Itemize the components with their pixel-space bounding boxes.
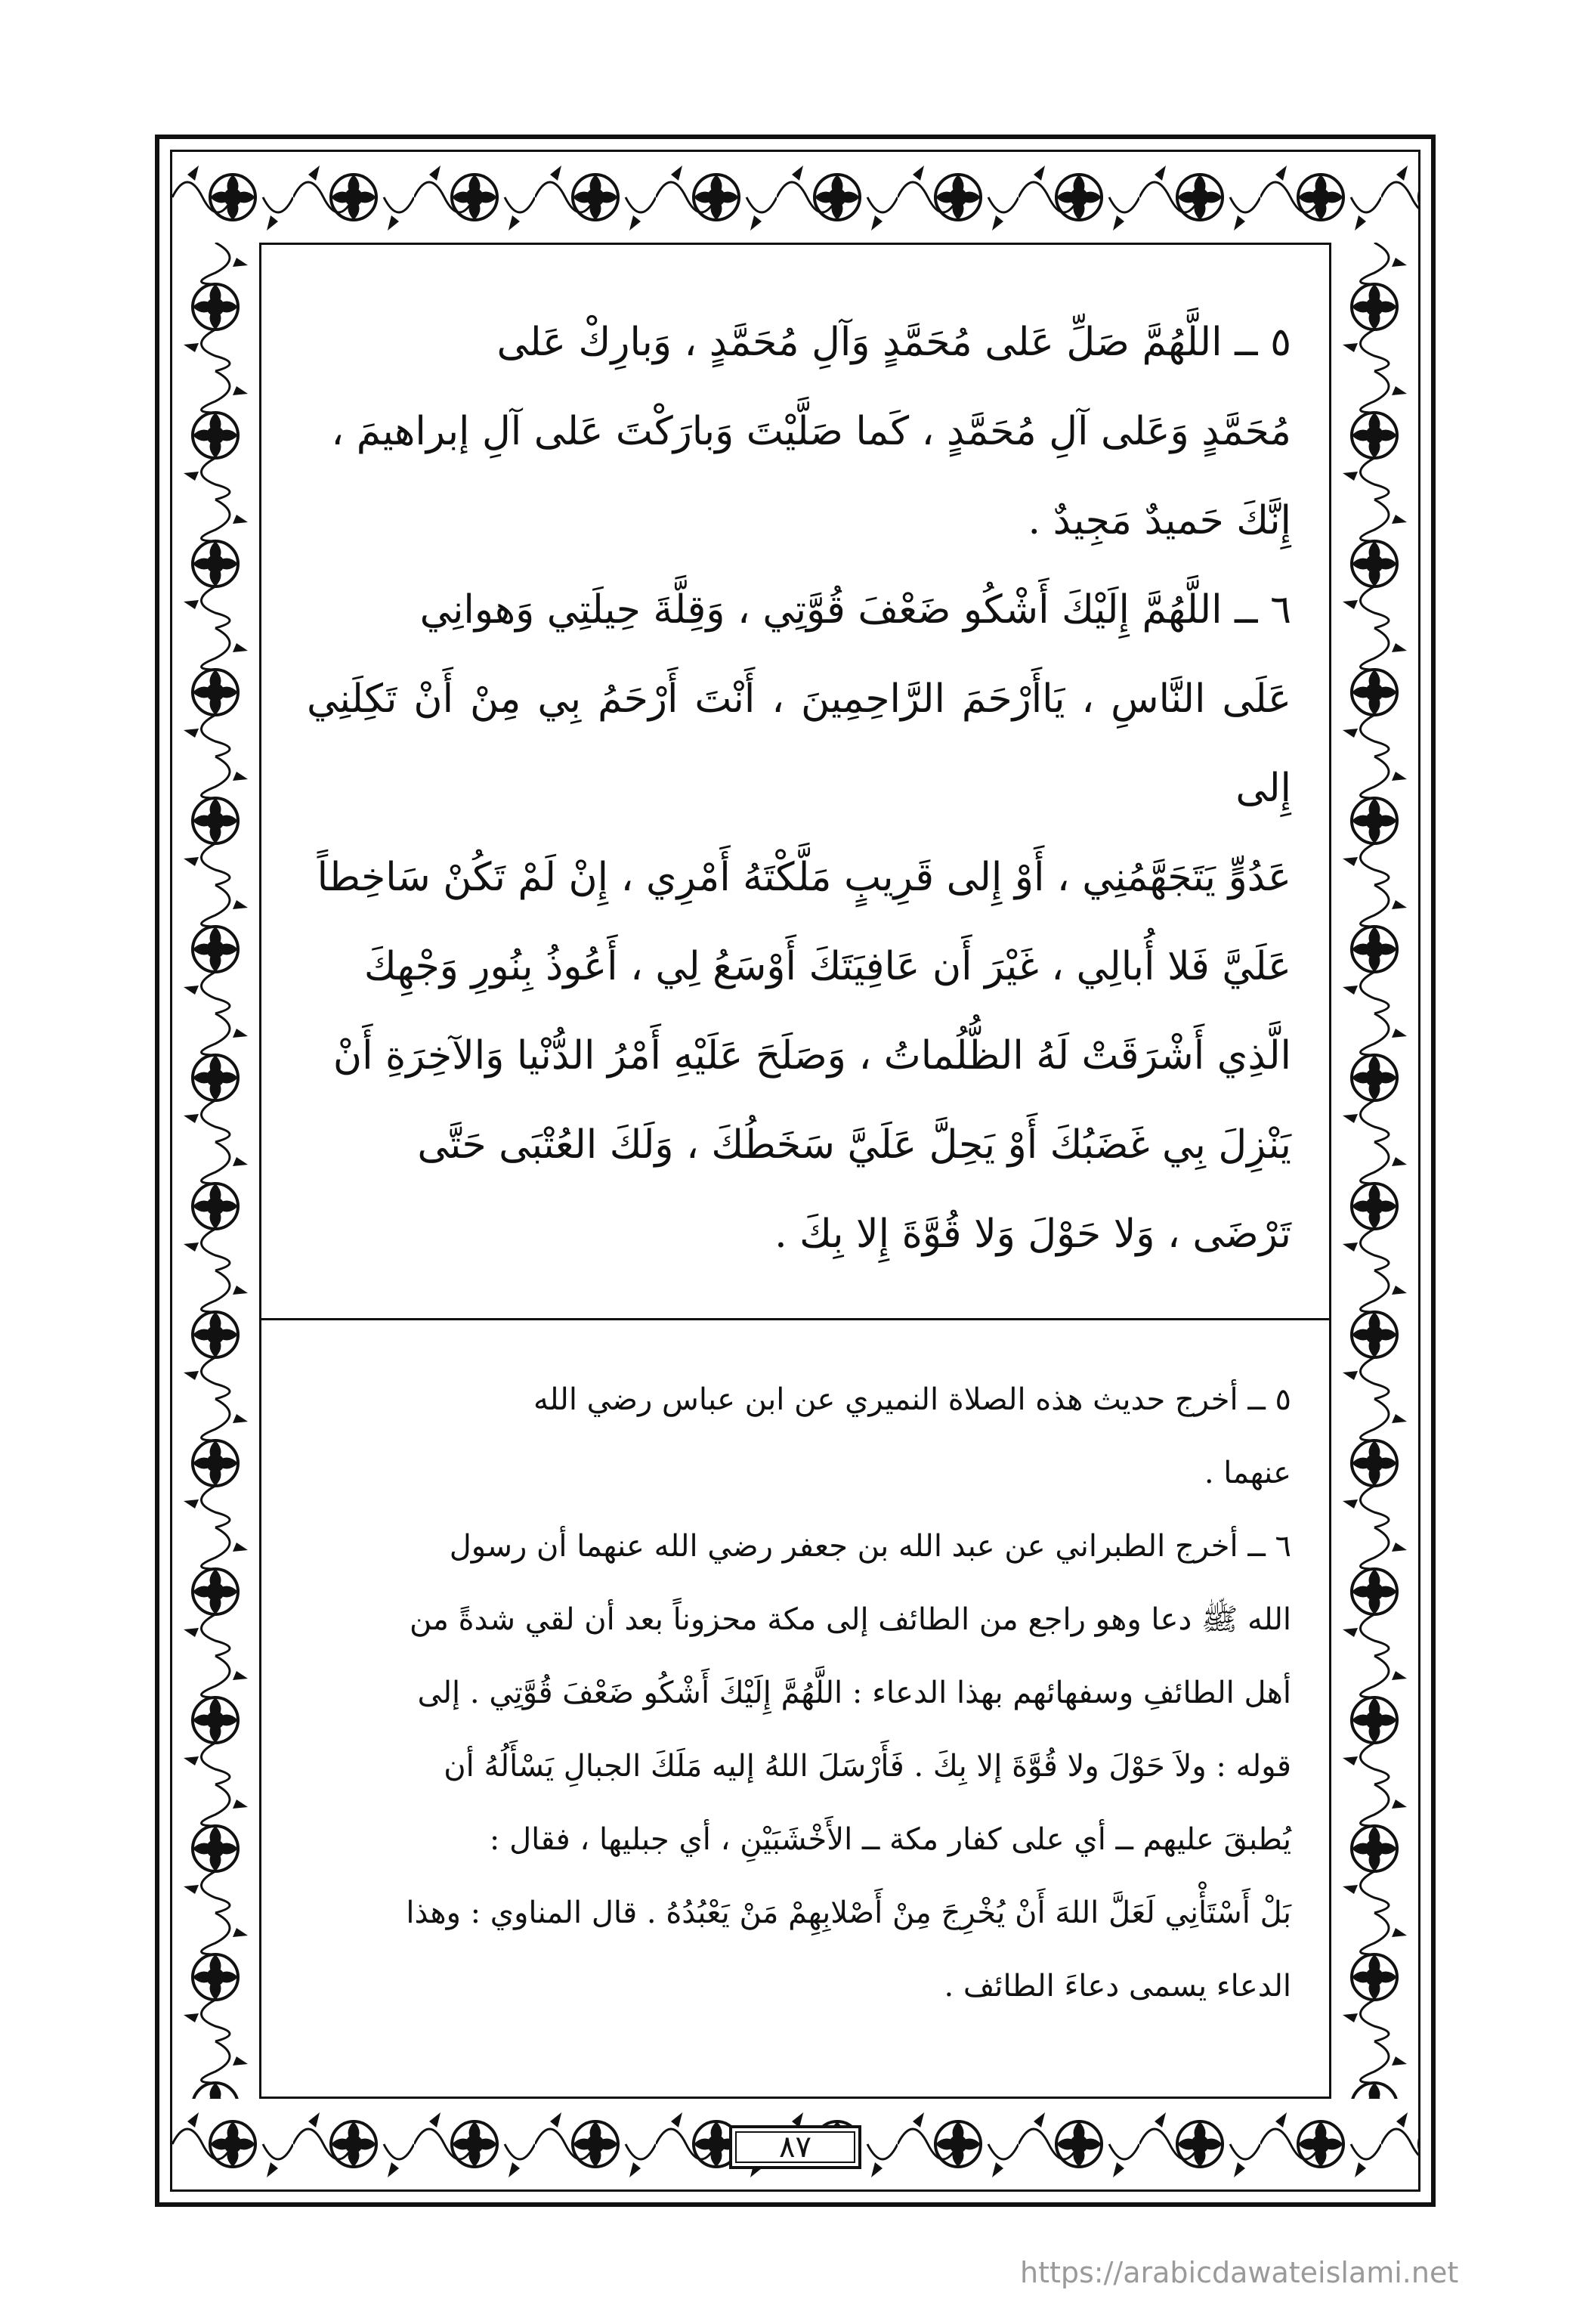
footnote-line: عنهما .: [1204, 1456, 1291, 1490]
ornament-border-right: [1331, 243, 1418, 2099]
page-number: [729, 2125, 861, 2169]
watermark-url: https://arabicdawateislami.net: [1020, 2256, 1459, 2289]
text-line: عَلَى النَّاسِ ، يَاأَرْحَمَ الرَّاحِمِينَ ، أَنْتَ أَرْحَمُ بِي مِنْ أَنْ تَكِلَنِي إِلى: [307, 676, 1291, 811]
text-line: تَرْضَى ، وَلا حَوْلَ وَلا قُوَّةَ إِلا بِكَ .: [774, 1212, 1291, 1257]
ornament-border-top: [172, 152, 1418, 243]
text-line: ٥ ــ اللَّهُمَّ صَلِّ عَلى مُحَمَّدٍ وَآلِ مُحَمَّدٍ ، وَبارِكْ عَلى: [496, 320, 1291, 365]
footnote-line: الله ﷺ دعا وهو راجع من الطائف إلى مكة محزوناً بعد أن لقي شدةً من: [410, 1602, 1291, 1637]
main-text: [307, 298, 1291, 1279]
footnote-line: أهل الطائفِ وسفهائهم بهذا الدعاء : اللَّهُمَّ إِلَيْكَ أَشْكُو ضَعْفَ قُوَّتِي . إلى: [417, 1676, 1291, 1710]
text-line: الَّذِي أَشْرَقَتْ لَهُ الظُّلُماتُ ، وَصَلَحَ عَلَيْهِ أَمْرُ الدُّنْيا وَالآخِرَةِ أَنْ: [332, 1033, 1291, 1078]
text-line: إِنَّكَ حَميدٌ مَجِيدٌ .: [1028, 498, 1291, 543]
footnote-6: [307, 1510, 1291, 2023]
footnote-line: ٥ ــ أخرج حديث هذه الصلاة النميري عن ابن عباس رضي الله: [533, 1382, 1291, 1417]
ornament-border-left: [172, 243, 259, 2099]
text-line: ٦ ــ اللَّهُمَّ إِلَيْكَ أَشْكُو ضَعْفَ قُوَّتِي ، وَقِلَّةَ حِيلَتِي وَهوانِي: [419, 587, 1291, 633]
footnote-line: قوله : ولاَ حَوْلَ ولا قُوَّةَ إلا بِكَ . فَأَرْسَلَ اللهُ إليه مَلَكَ الجبالِ يَسْأَلُهُ أن: [444, 1749, 1291, 1784]
footnote-line: الدعاء يسمى دعاءَ الطائف .: [944, 1969, 1291, 2004]
footnote-line: بَلْ أَسْتَأْنِي لَعَلَّ اللهَ أَنْ يُخْرِجَ مِنْ أَصْلابِهِمْ مَنْ يَعْبُدُهُ . قال المناوي : وهذا: [406, 1895, 1291, 1930]
footnote-5: [307, 1363, 1291, 1510]
footnotes: [307, 1363, 1291, 2023]
footnote-divider: [261, 1318, 1329, 1320]
text-panel: [259, 243, 1331, 2099]
paragraph-5: [307, 298, 1291, 565]
footnote-line: يُطبقَ عليهم ــ أي على كفار مكة ــ الأَخْشَبَيْنِ ، أي جبليها ، فقال :: [489, 1822, 1291, 1857]
text-line: عَدُوٍّ يَتَجَهَّمُنِي ، أَوْ إِلى قَرِيبٍ مَلَّكْتَهُ أَمْرِي ، إِنْ لَمْ تَكُنْ سَاخِطاً: [317, 855, 1291, 900]
text-line: عَلَيَّ فَلا أُبالِي ، غَيْرَ أَن عَافِيَتَكَ أَوْسَعُ لِي ، أَعُوذُ بِنُورِ وَجْهِكَ: [363, 944, 1291, 989]
text-line: يَنْزِلَ بِي غَضَبُكَ أَوْ يَحِلَّ عَلَيَّ سَخَطُكَ ، وَلَكَ العُتْبَى حَتَّى: [417, 1122, 1291, 1168]
paragraph-6: [307, 565, 1291, 1279]
text-line: مُحَمَّدٍ وَعَلى آلِ مُحَمَّدٍ ، كَما صَلَّيْتَ وَبارَكْتَ عَلى آلِ إبراهيمَ ،: [331, 409, 1291, 454]
page-number-text: ٨٧: [779, 2130, 811, 2165]
footnote-line: ٦ ــ أخرج الطبراني عن عبد الله بن جعفر رضي الله عنهما أن رسول: [449, 1529, 1291, 1564]
